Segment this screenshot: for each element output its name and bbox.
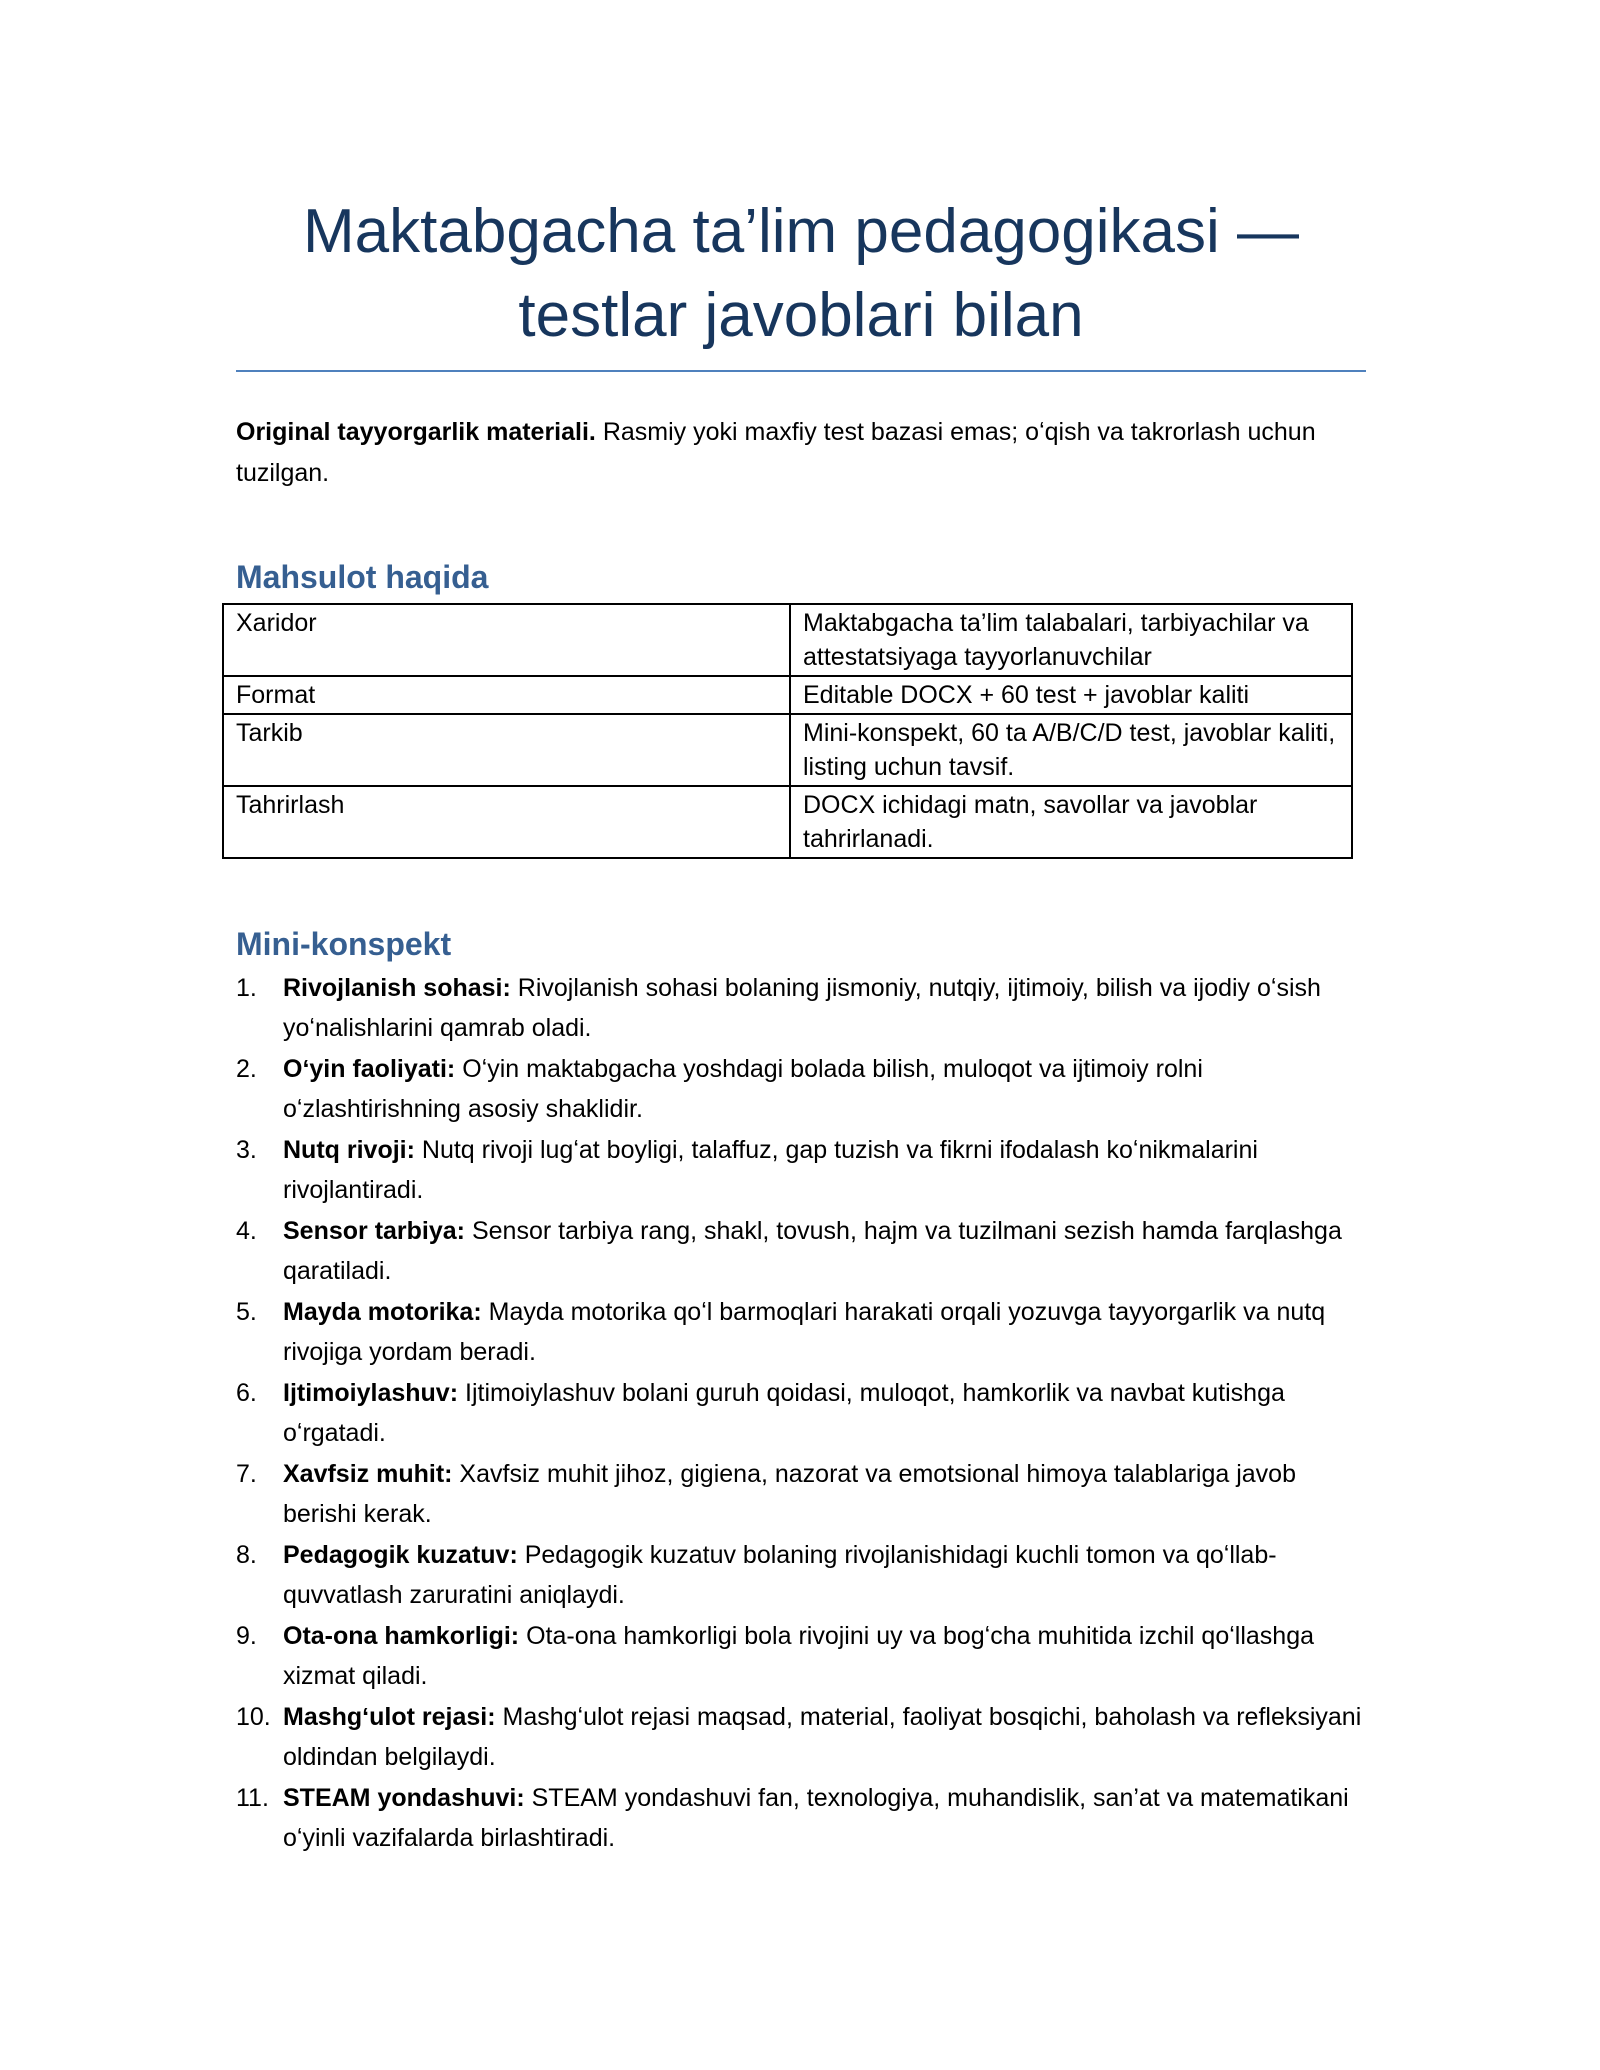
list-item-text: Ijtimoiylashuv bolani guruh qoidasi, muloqot, hamkorlik va navbat kutishga oʻrgatadi. — [283, 1379, 1285, 1447]
konspekt-heading: Mini-konspekt — [236, 926, 452, 962]
list-item-text: Ota-ona hamkorligi bola rivojini uy va bogʻcha muhitida izchil qoʻllashga xizmat qiladi. — [283, 1622, 1315, 1690]
table-row — [223, 676, 1352, 714]
list-item — [236, 1697, 1366, 1777]
list-item — [236, 1616, 1366, 1696]
list-item-term: Oʻyin faoliyati: — [283, 1055, 456, 1083]
table-cell-key: Xaridor — [223, 604, 790, 676]
list-item-text: Rivojlanish sohasi bolaning jismoniy, nutqiy, ijtimoiy, bilish va ijodiy oʻsish yoʻnalishlarini qamrab oladi. — [283, 974, 1321, 1042]
document-page — [236, 0, 1366, 1859]
list-item — [236, 968, 1366, 1048]
list-item-number: 3. — [236, 1136, 257, 1164]
list-item-number: 9. — [236, 1622, 257, 1650]
list-item-term: Xavfsiz muhit: — [283, 1460, 453, 1488]
table-cell-value: Editable DOCX + 60 test + javoblar kaliti — [790, 676, 1352, 714]
list-item-term: STEAM yondashuvi: — [283, 1784, 525, 1812]
list-item-term: Pedagogik kuzatuv: — [283, 1541, 518, 1569]
intro-paragraph — [236, 412, 1366, 494]
list-item-number: 11. — [236, 1784, 269, 1812]
list-item — [236, 1373, 1366, 1453]
list-item — [236, 1292, 1366, 1372]
table-cell-key: Format — [223, 676, 790, 714]
table-cell-key: Tarkib — [223, 714, 790, 786]
table-row — [223, 604, 1352, 676]
list-item-term: Sensor tarbiya: — [283, 1217, 466, 1245]
intro-text: Rasmiy yoki maxfiy test bazasi emas; oʻqish va takrorlash uchun tuzilgan. — [236, 418, 1316, 487]
intro-bold-lead: Original tayyorgarlik materiali. — [236, 418, 596, 446]
table-row — [223, 714, 1352, 786]
list-item — [236, 1778, 1366, 1858]
page-title-line-2: testlar javoblari bilan — [518, 281, 1084, 350]
title-divider — [236, 370, 1366, 372]
table-cell-value: DOCX ichidagi matn, savollar va javoblar tahrirlanadi. — [790, 786, 1352, 858]
list-item — [236, 1049, 1366, 1129]
table-row — [223, 786, 1352, 858]
list-item-number: 6. — [236, 1379, 257, 1407]
list-item-text: Mashgʻulot rejasi maqsad, material, faoliyat bosqichi, baholash va refleksiyani oldindan belgilaydi. — [283, 1703, 1362, 1771]
list-item-text: Nutq rivoji lugʻat boyligi, talaffuz, gap tuzish va fikrni ifodalash koʻnikmalarini rivojlantiradi. — [283, 1136, 1258, 1204]
list-item — [236, 1211, 1366, 1291]
list-item-number: 5. — [236, 1298, 257, 1326]
list-item-term: Ota-ona hamkorligi: — [283, 1622, 520, 1650]
list-item-text: Mayda motorika qoʻl barmoqlari harakati orqali yozuvga tayyorgarlik va nutq rivojiga yordam beradi. — [283, 1298, 1326, 1366]
table-cell-value: Mini-konspekt, 60 ta A/B/C/D test, javoblar kaliti, listing uchun tavsif. — [790, 714, 1352, 786]
list-item-number: 7. — [236, 1460, 257, 1488]
list-item-number: 1. — [236, 974, 257, 1002]
list-item-term: Mashgʻulot rejasi: — [283, 1703, 496, 1731]
list-item-text: Sensor tarbiya rang, shakl, tovush, hajm va tuzilmani sezish hamda farqlashga qaratiladi. — [283, 1217, 1342, 1285]
list-item-text: STEAM yondashuvi fan, texnologiya, muhandislik, san’at va matematikani oʻyinli vazifalarda birlashtiradi. — [283, 1784, 1349, 1852]
table-cell-value: Maktabgacha ta’lim talabalari, tarbiyachilar va attestatsiyaga tayyorlanuvchilar — [790, 604, 1352, 676]
list-item-term: Mayda motorika: — [283, 1298, 482, 1326]
list-item — [236, 1535, 1366, 1615]
table-cell-key: Tahrirlash — [223, 786, 790, 858]
list-item-number: 10. — [236, 1703, 271, 1731]
list-item-text: Xavfsiz muhit jihoz, gigiena, nazorat va emotsional himoya talablariga javob berishi kerak. — [283, 1460, 1296, 1528]
list-item — [236, 1454, 1366, 1534]
page-title-line-1: Maktabgacha ta’lim pedagogikasi — — [303, 197, 1299, 266]
list-item-number: 8. — [236, 1541, 257, 1569]
page-title — [236, 190, 1366, 358]
list-item-term: Rivojlanish sohasi: — [283, 974, 511, 1002]
list-item-text: Pedagogik kuzatuv bolaning rivojlanishidagi kuchli tomon va qoʻllab-quvvatlash zaruratini aniqlaydi. — [283, 1541, 1277, 1609]
product-heading: Mahsulot haqida — [236, 559, 489, 595]
list-item-text: Oʻyin maktabgacha yoshdagi bolada bilish, muloqot va ijtimoiy rolni oʻzlashtirishning asosiy shaklidir. — [283, 1055, 1203, 1123]
product-info-table — [222, 603, 1353, 859]
list-item-term: Ijtimoiylashuv: — [283, 1379, 459, 1407]
list-item — [236, 1130, 1366, 1210]
list-item-term: Nutq rivoji: — [283, 1136, 415, 1164]
list-item-number: 2. — [236, 1055, 257, 1083]
konspekt-list — [236, 968, 1366, 1858]
list-item-number: 4. — [236, 1217, 257, 1245]
